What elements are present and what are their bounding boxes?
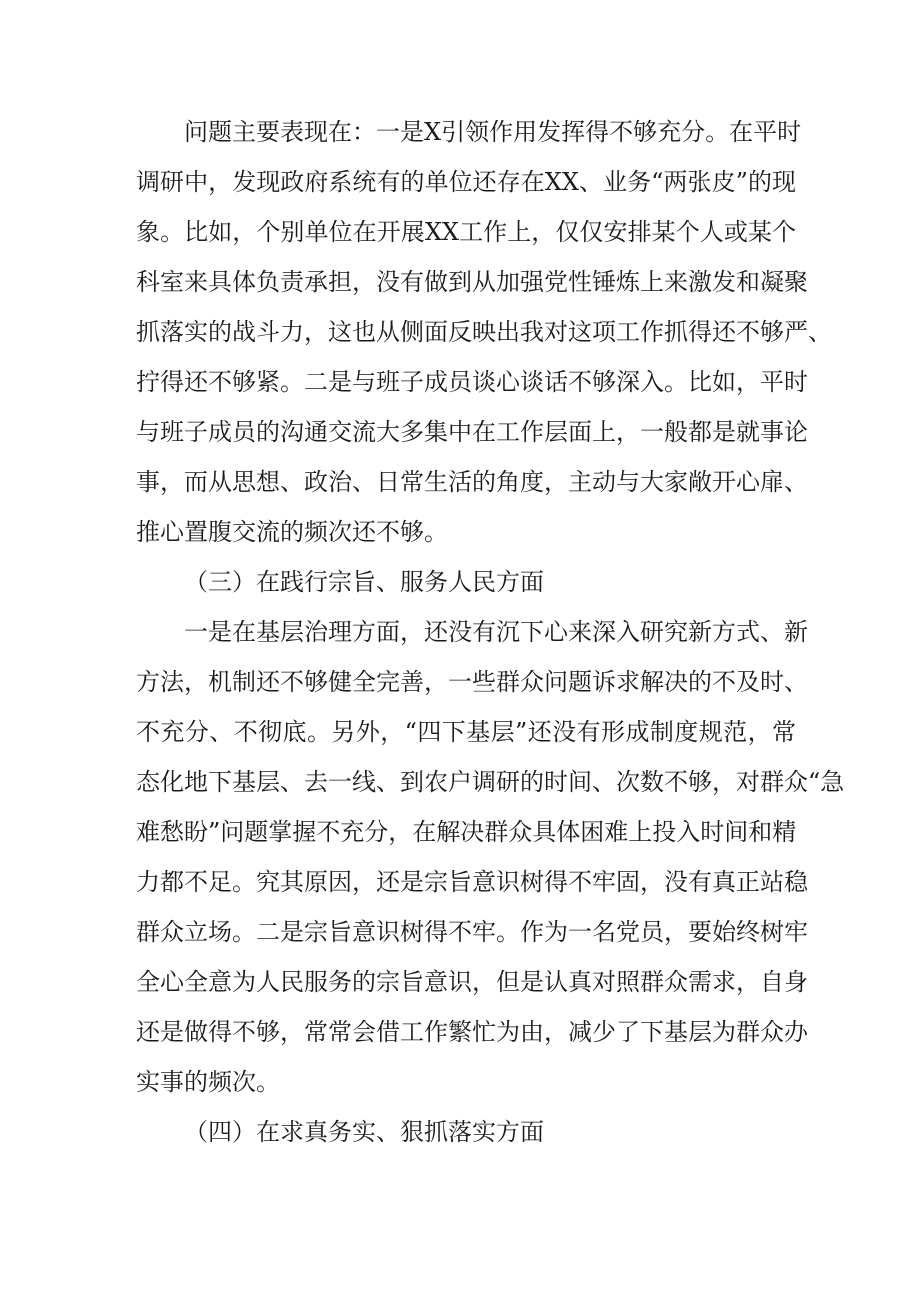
paragraph-line: 实事的频次。	[136, 1068, 280, 1096]
paragraph-line: 推心置腹交流的频次还不够。	[136, 518, 448, 546]
paragraph-line: 难愁盼”问题掌握不充分，在解决群众具体困难上投入时间和精	[136, 818, 797, 846]
paragraph-line: 拧得还不够紧。二是与班子成员谈心谈话不够深入。比如，平时	[136, 368, 808, 396]
section-heading: （四）在求真务实、狠抓落实方面	[184, 1118, 544, 1146]
paragraph-line: 事，而从思想、政治、日常生活的角度，主动与大家敞开心扉、	[136, 468, 808, 496]
paragraph-line: 不充分、不彻底。另外，“四下基层”还没有形成制度规范，常	[136, 718, 796, 746]
paragraph-line: 问题主要表现在：一是X引领作用发挥得不够充分。在平时	[184, 118, 802, 146]
paragraph-line: 一是在基层治理方面，还没有沉下心来深入研究新方式、新	[184, 618, 808, 646]
paragraph-line: 与班子成员的沟通交流大多集中在工作层面上，一般都是就事论	[136, 418, 808, 446]
paragraph-line: 方法，机制还不够健全完善，一些群众问题诉求解决的不及时、	[136, 668, 808, 696]
paragraph-line: 群众立场。二是宗旨意识树得不牢。作为一名党员，要始终树牢	[136, 918, 808, 946]
paragraph-line: 抓落实的战斗力，这也从侧面反映出我对这项工作抓得还不够严、	[136, 318, 832, 346]
section-heading: （三）在践行宗旨、服务人民方面	[184, 568, 544, 596]
paragraph-line: 全心全意为人民服务的宗旨意识，但是认真对照群众需求，自身	[136, 968, 808, 996]
paragraph-line: 态化地下基层、去一线、到农户调研的时间、次数不够，对群众“急	[136, 768, 845, 796]
paragraph-line: 力都不足。究其原因，还是宗旨意识树得不牢固，没有真正站稳	[136, 868, 808, 896]
paragraph-line: 科室来具体负责承担，没有做到从加强党性锤炼上来激发和凝聚	[136, 268, 808, 296]
paragraph-line: 还是做得不够，常常会借工作繁忙为由，减少了下基层为群众办	[136, 1018, 808, 1046]
paragraph-line: 象。比如，个别单位在开展XX工作上，仅仅安排某个人或某个	[136, 218, 796, 246]
paragraph-line: 调研中，发现政府系统有的单位还存在XX、业务“两张皮”的现	[136, 168, 796, 196]
